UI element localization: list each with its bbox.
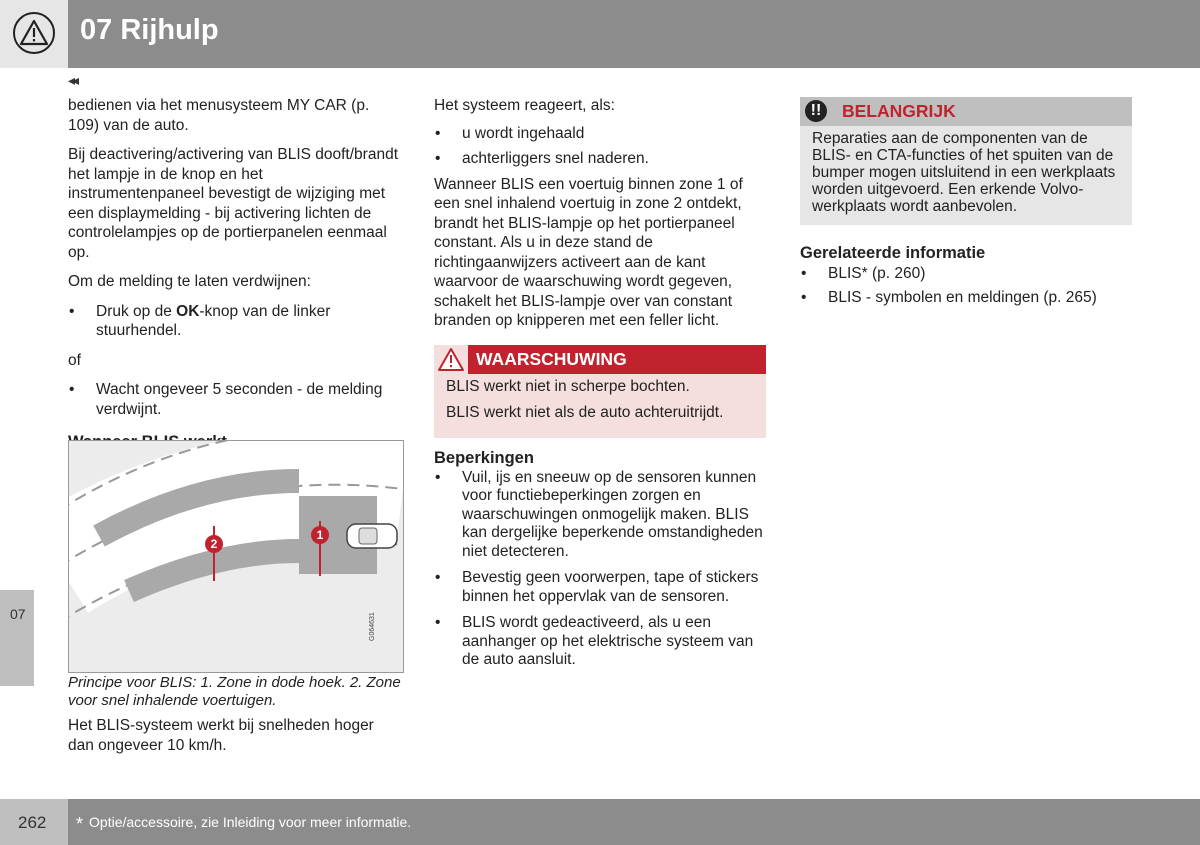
list-item: • Wacht ongeveer 5 seconden - de melding verdwijnt. <box>69 381 383 418</box>
chapter-side-tab <box>0 590 34 686</box>
warning-icon <box>434 345 468 374</box>
list-item: • Vuil, ijs en sneeuw op de sensoren kunnen voor functiebeperkingen zorgen en waarschuwingen onmogelijk maken. BLIS kan dergelijke beperkende omstandigheden niet detecteren. <box>435 468 763 560</box>
list-item: • BLIS wordt gedeactiveerd, als u een aanhanger op het elektrische systeem van de auto aansluit. <box>435 614 754 668</box>
section-heading: Beperkingen <box>434 449 534 467</box>
chapter-title: 07 Rijhulp <box>80 14 219 46</box>
warning-triangle-icon <box>13 12 55 54</box>
footnote-text: Optie/accessoire, zie Inleiding voor meer informatie. <box>89 814 412 830</box>
bullet-icon: • <box>69 381 75 398</box>
important-title: BELANGRIJK <box>842 101 956 121</box>
paragraph: Om de melding te laten verdwijnen: <box>68 273 311 290</box>
exclamation-icon: !! <box>805 100 827 122</box>
related-link[interactable]: • BLIS* (p. 260) <box>801 264 926 282</box>
bullet-icon: • <box>69 302 75 320</box>
list-item: • Druk op de OK-knop van de linker stuurhendel. <box>69 302 331 339</box>
bullet-icon: • <box>435 569 441 586</box>
warning-body <box>434 374 766 438</box>
footer-page-area <box>0 799 68 845</box>
related-section <box>800 244 1132 314</box>
list-item: • u wordt ingehaald <box>435 124 585 142</box>
warning-line: BLIS werkt niet als de auto achteruitrijdt. <box>446 403 724 421</box>
zone-1-marker: 1 <box>311 526 329 544</box>
bullet-icon: • <box>435 468 441 486</box>
header-icon-area <box>0 0 68 68</box>
bullet-icon: • <box>435 614 441 631</box>
important-box <box>800 97 1132 225</box>
paragraph: Bij deactivering/activering van BLIS dooft/brandt het lampje in de knop en het instrumentenpaneel bevestigt de wijziging met een displaymelding - bij activering lichten de controlelampjes op de portierpanelen eenmaal op. <box>68 146 398 261</box>
bullet-icon: • <box>801 289 807 306</box>
footnote <box>76 814 411 835</box>
page-footer <box>0 799 1200 845</box>
bullet-icon: • <box>435 124 441 142</box>
column-2 <box>434 96 766 341</box>
important-body: Reparaties aan de componenten van de BLIS- en CTA-functies of het spuiten van de bumper mogen uitsluitend in een werkplaats worden uitgevoerd. Een erkende Volvo-werkplaats wordt aanbevolen. <box>800 126 1132 225</box>
previous-page-arrows-icon[interactable]: ◂◂ <box>68 72 77 88</box>
chapter-header <box>0 0 1200 68</box>
important-header <box>800 97 1132 126</box>
zone-2-marker: 2 <box>205 535 223 553</box>
column-1 <box>68 96 403 459</box>
paragraph: Wanneer BLIS een voertuig binnen zone 1 of een snel inhalend voertuig in zone 2 ontdekt, brandt het BLIS-lampje op het portierpaneel constant. Als u in deze stand de richtingaanwijzers activeert aan de kant waarvoor de waarschuwing wordt gegeven, schakelt het BLIS-lampje over van constant branden op knipperen met een feller licht. <box>434 175 743 329</box>
paragraph: bedienen via het menusysteem MY CAR (p. 109) van de auto. <box>68 97 370 134</box>
column-1-bottom <box>68 716 403 765</box>
warning-box <box>434 345 766 438</box>
list-item: • achterliggers snel naderen. <box>435 150 649 167</box>
bullet-icon: • <box>435 150 441 167</box>
limitations-section <box>434 449 766 676</box>
blis-zone-diagram <box>68 440 404 673</box>
bullet-icon: • <box>801 264 807 282</box>
ok-key-label: OK <box>176 302 200 320</box>
page-number: 262 <box>18 813 47 832</box>
image-code: G064631 <box>369 612 376 641</box>
paragraph-or: of <box>68 351 81 369</box>
footnote-star: * <box>76 814 84 834</box>
figure-caption: Principe voor BLIS: 1. Zone in dode hoek. 2. Zone voor snel inhalende voertuigen. <box>68 674 401 709</box>
section-heading: Gerelateerde informatie <box>800 244 986 262</box>
warning-header <box>434 345 766 374</box>
warning-line: BLIS werkt niet in scherpe bochten. <box>446 378 690 395</box>
side-tab-label: 07 <box>10 606 26 622</box>
warning-title: WAARSCHUWING <box>476 349 627 369</box>
list-item: • Bevestig geen voorwerpen, tape of stickers binnen het oppervlak van de sensoren. <box>435 569 759 605</box>
paragraph: Het BLIS-systeem werkt bij snelheden hoger dan ongeveer 10 km/h. <box>68 717 374 754</box>
paragraph: Het systeem reageert, als: <box>434 97 615 114</box>
related-link[interactable]: • BLIS - symbolen en meldingen (p. 265) <box>801 289 1097 306</box>
footer-bar <box>68 799 1200 845</box>
